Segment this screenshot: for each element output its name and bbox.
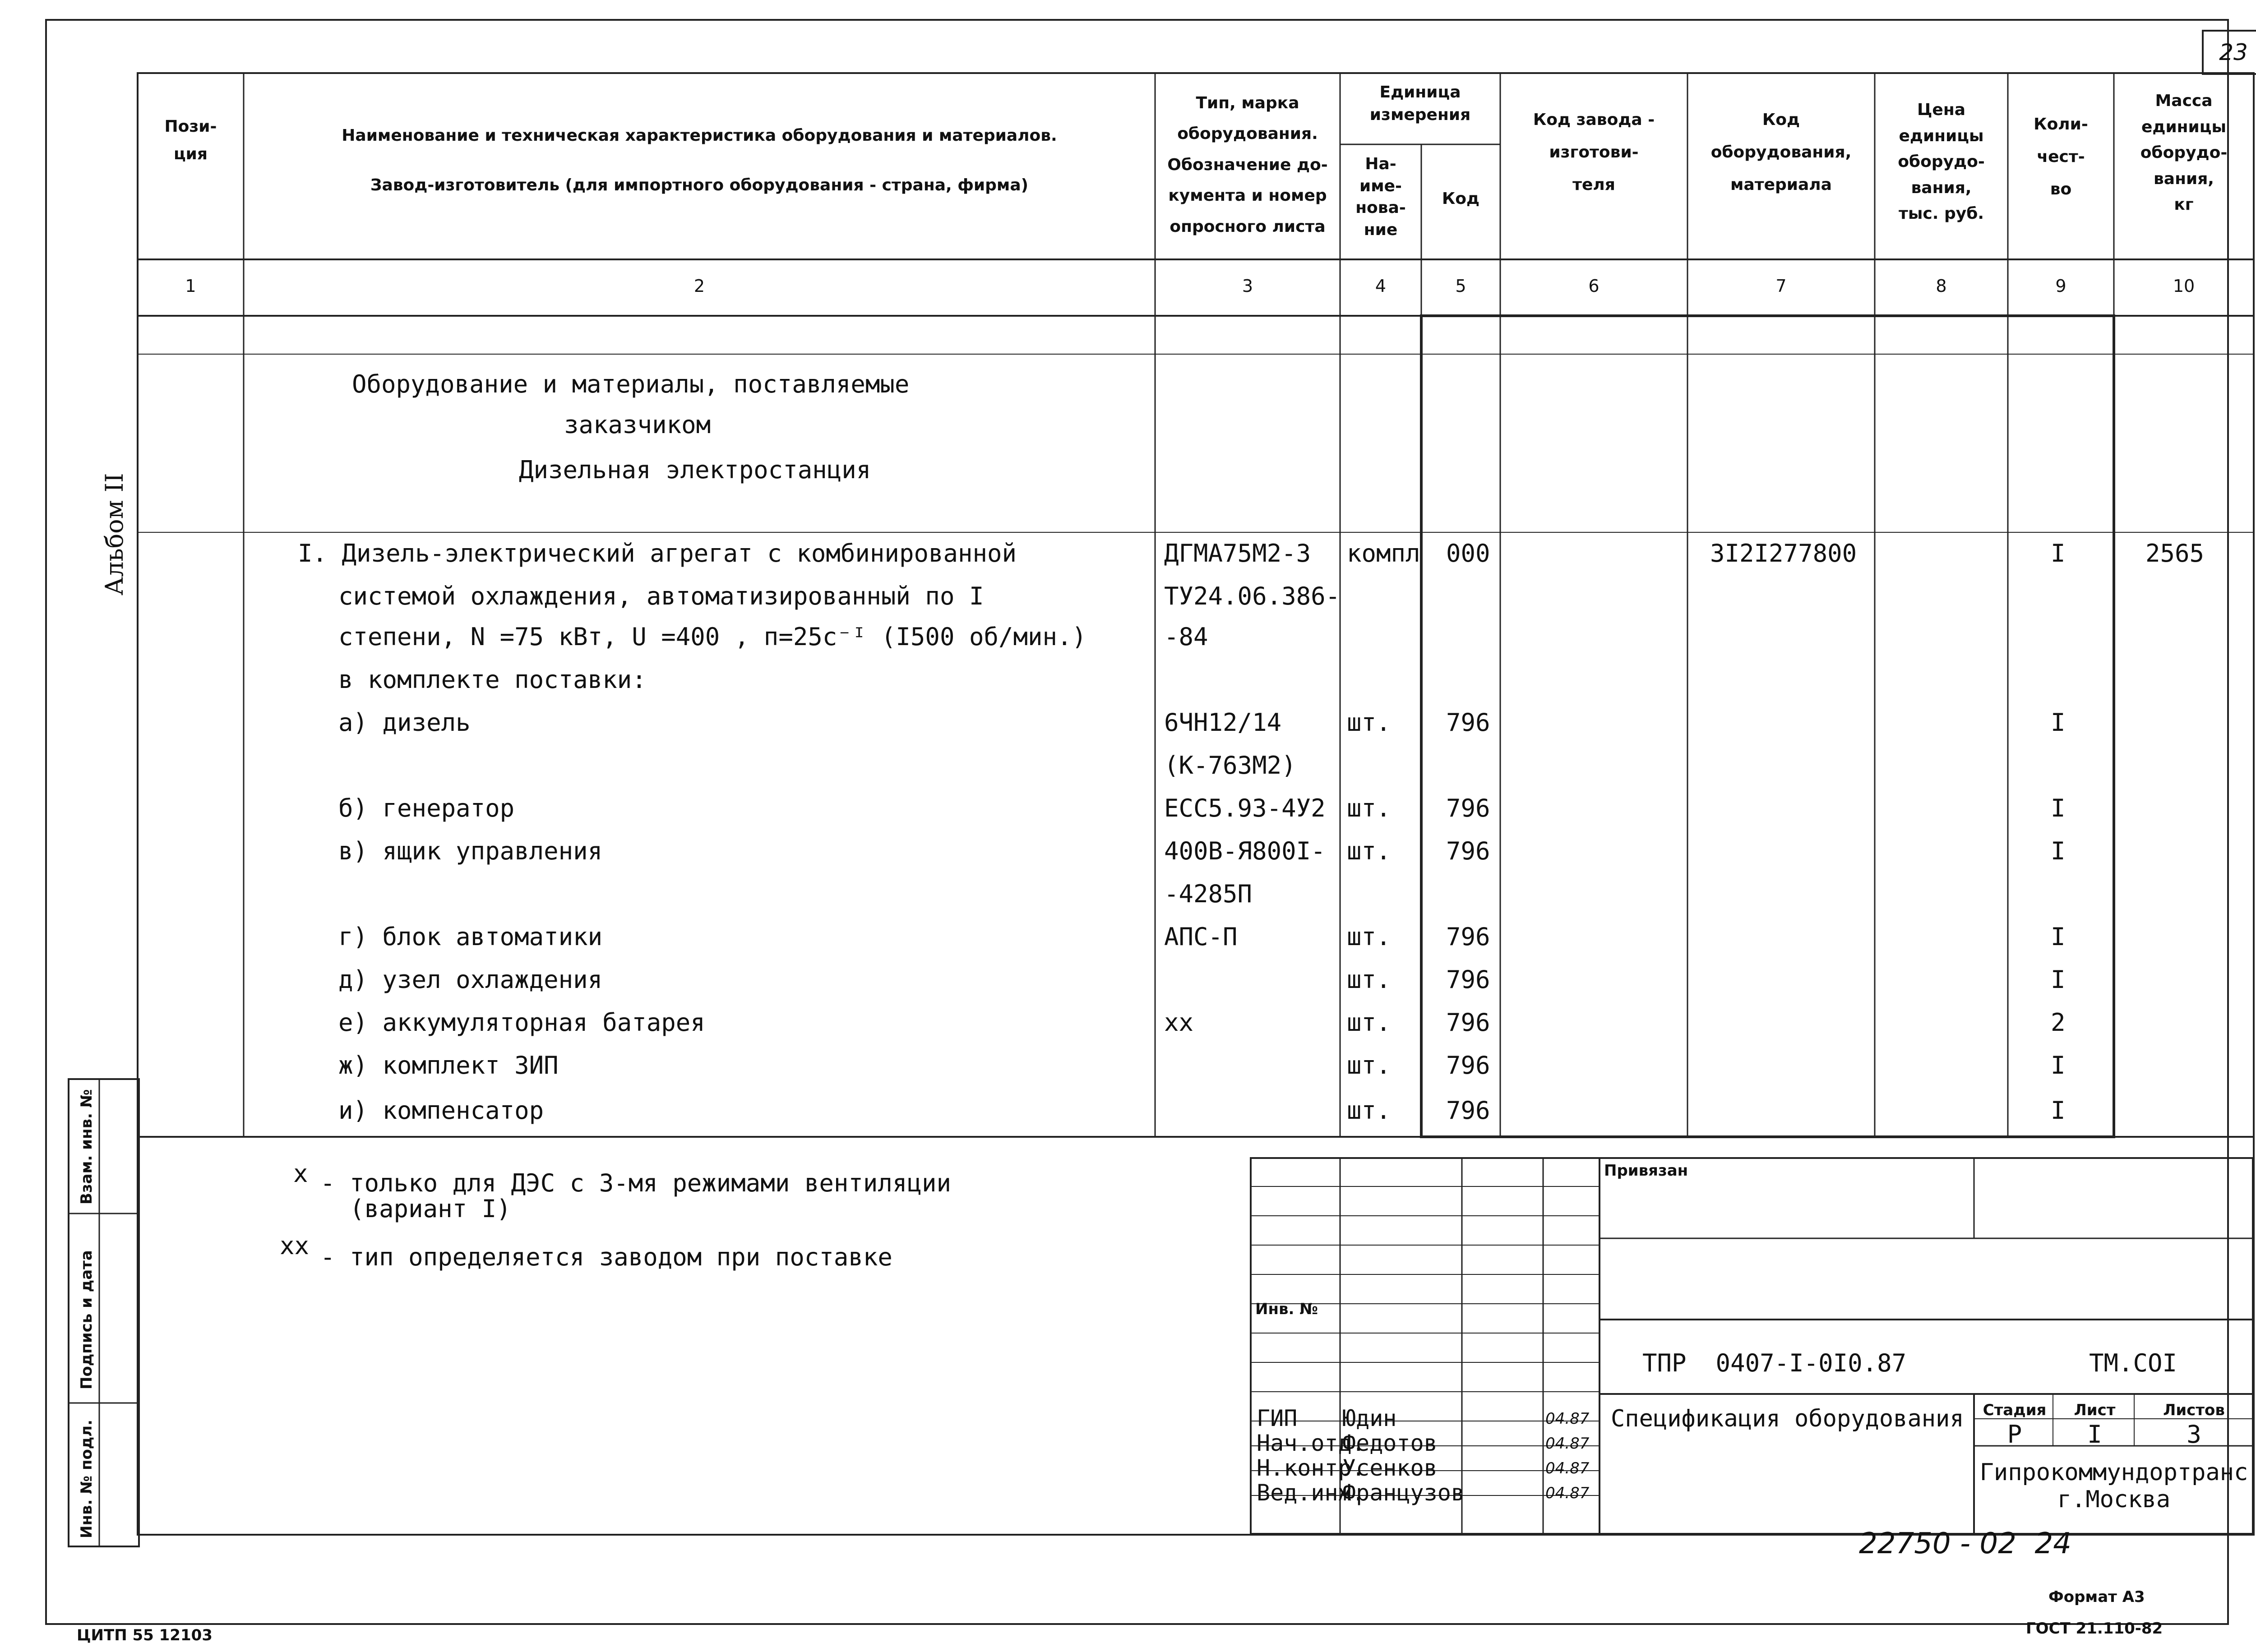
stage-value: Р xyxy=(2007,1420,2022,1449)
row-name: ж) комплект ЗИП xyxy=(338,1051,559,1080)
signature-name: Юдин xyxy=(1342,1405,1397,1431)
col-number: 6 xyxy=(1588,276,1600,296)
row-name: Дизельная электростанция xyxy=(519,456,871,484)
signature-name: Усенков xyxy=(1342,1455,1438,1481)
row-code: 796 xyxy=(1446,1096,1490,1125)
signature-date: 04.87 xyxy=(1545,1410,1590,1428)
side-stamp-signature: Подпись и дата xyxy=(78,1250,96,1389)
row-code: 796 xyxy=(1446,1008,1490,1037)
row-name: а) дизель xyxy=(338,708,471,737)
privyazan-label: Привязан xyxy=(1604,1162,1688,1180)
sheet-number: 23 xyxy=(2202,30,2256,75)
row-type: -84 xyxy=(1164,623,1208,651)
col-number: 1 xyxy=(185,276,196,296)
row-unit: шт. xyxy=(1347,965,1391,994)
side-stamp-inv-orig: Инв. № подл. xyxy=(78,1419,96,1538)
row-mass: 2565 xyxy=(2145,539,2205,568)
row-name: в комплекте поставки: xyxy=(338,665,647,694)
row-type: (К-763М2) xyxy=(1164,751,1296,780)
col-number: 7 xyxy=(1775,276,1787,296)
row-name: степени, N =75 кВт, U =400 , п=25с⁻ᴵ (I500 об/мин.) xyxy=(338,623,1087,651)
row-unit: шт. xyxy=(1347,837,1391,865)
row-type: ЕСС5.93-4У2 xyxy=(1164,794,1326,822)
row-name: в) ящик управления xyxy=(338,837,603,865)
signature-name: Французов xyxy=(1342,1480,1465,1506)
signature-name: Федотов xyxy=(1342,1430,1438,1456)
signature-date: 04.87 xyxy=(1545,1459,1590,1477)
row-code: 796 xyxy=(1446,965,1490,994)
row-type: 6ЧН12/14 xyxy=(1164,708,1282,737)
row-unit: шт. xyxy=(1347,923,1391,951)
handwritten-number: 22750 - 02 24 xyxy=(1859,1527,2071,1560)
row-unit: шт. xyxy=(1347,1008,1391,1037)
format-label: Формат А3 xyxy=(2048,1588,2145,1606)
row-code: 796 xyxy=(1446,923,1490,951)
row-unit: шт. xyxy=(1347,708,1391,737)
sheet-value: I xyxy=(2087,1420,2102,1449)
sheets-label: Листов xyxy=(2163,1401,2225,1419)
row-qty: I xyxy=(2051,708,2066,737)
signature-date: 04.87 xyxy=(1545,1484,1590,1502)
row-unit: компл xyxy=(1347,539,1420,568)
doc-title: Спецификация оборудования xyxy=(1611,1405,1964,1432)
row-qty: 2 xyxy=(2051,1008,2066,1037)
row-type: хх xyxy=(1164,1008,1194,1037)
col-number: 10 xyxy=(2173,276,2195,296)
row-code: 796 xyxy=(1446,794,1490,822)
note-text: - тип определяется заводом при поставке xyxy=(320,1243,892,1271)
col-number: 9 xyxy=(2055,276,2066,296)
row-unit: шт. xyxy=(1347,794,1391,822)
signature-role: ГИП xyxy=(1257,1405,1298,1431)
header-name-line2: Завод-изготовитель (для импортного оборудования - страна, фирма) xyxy=(370,176,1029,194)
sheets-value: 3 xyxy=(2187,1420,2201,1449)
row-qty: I xyxy=(2051,923,2066,951)
col-number: 2 xyxy=(693,276,705,296)
doc-mark: ТМ.СОI xyxy=(2089,1349,2177,1377)
row-name: заказчиком xyxy=(564,411,711,439)
row-name: и) компенсатор xyxy=(338,1096,544,1125)
row-name: г) блок автоматики xyxy=(338,923,603,951)
header-name-line1: Наименование и техническая характеристика оборудования и материалов. xyxy=(342,126,1057,145)
row-qty: I xyxy=(2051,1096,2066,1125)
organization: Гипрокоммундортранс г.Москва xyxy=(1979,1459,2248,1513)
row-qty: I xyxy=(2051,837,2066,865)
note-mark: хх xyxy=(280,1232,310,1260)
col-number: 5 xyxy=(1455,276,1466,296)
doc-code: ТПР 0407-I-0I0.87 xyxy=(1642,1349,1907,1377)
row-unit: шт. xyxy=(1347,1096,1391,1125)
standard-label: ГОСТ 21.110-82 xyxy=(2026,1620,2163,1638)
side-stamp-inv-replace: Взам. инв. № xyxy=(78,1089,96,1204)
signature-role: Нач.отд. xyxy=(1257,1430,1365,1456)
row-unit: шт. xyxy=(1347,1051,1391,1080)
note-text: - только для ДЭС с 3-мя режимами вентиляции (вариант I) xyxy=(320,1169,951,1223)
header-position: Пози- ция xyxy=(164,117,217,164)
row-qty: I xyxy=(2051,794,2066,822)
header-plant-code: Код завода - изготови- теля xyxy=(1533,111,1655,194)
row-type: ДГМА75М2-3 xyxy=(1164,539,1311,568)
header-equipment-code: Код оборудования, материала xyxy=(1710,111,1852,194)
row-type: АПС-П xyxy=(1164,923,1238,951)
signature-role: Н.контр. xyxy=(1257,1455,1365,1481)
row-type: ТУ24.06.386- xyxy=(1164,582,1341,610)
header-unit-name: На- име- нова- ние xyxy=(1355,155,1406,239)
row-qty: I xyxy=(2051,965,2066,994)
col-number: 3 xyxy=(1242,276,1253,296)
row-name: б) генератор xyxy=(338,794,515,822)
row-code: 796 xyxy=(1446,708,1490,737)
row-name: I. Дизель-электрический агрегат с комбинированной xyxy=(298,539,1017,568)
row-name: е) аккумуляторная батарея xyxy=(338,1008,705,1037)
row-type: -4285П xyxy=(1164,880,1253,908)
header-unit-code: Код xyxy=(1442,189,1480,208)
row-name: системой охлаждения, автоматизированный по I xyxy=(338,582,984,610)
row-eq-code: 3I2I277800 xyxy=(1710,539,1857,568)
row-qty: I xyxy=(2051,539,2066,568)
signature-date: 04.87 xyxy=(1545,1435,1590,1453)
stage-label: Стадия xyxy=(1983,1401,2047,1419)
note-mark: х xyxy=(293,1159,308,1188)
album-label: Альбом II xyxy=(100,473,129,595)
row-code: 796 xyxy=(1446,837,1490,865)
col-number: 8 xyxy=(1936,276,1947,296)
header-type: Тип, марка оборудования. Обозначение до- кумента и номер опросного листа xyxy=(1167,94,1328,236)
inv-no-label: Инв. № xyxy=(1255,1300,1318,1318)
print-code: ЦИТП 55 12103 xyxy=(77,1626,213,1644)
signature-role: Вед.инж. xyxy=(1257,1480,1365,1506)
col-number: 4 xyxy=(1375,276,1387,296)
header-quantity: Коли- чест- во xyxy=(2034,115,2088,198)
row-name: д) узел охлаждения xyxy=(338,965,603,994)
row-name: Оборудование и материалы, поставляемые xyxy=(352,370,910,398)
header-unit-group: Единица измерения xyxy=(1369,83,1471,125)
header-price: Цена единицы оборудо- вания, тыс. руб. xyxy=(1898,101,1985,223)
row-qty: I xyxy=(2051,1051,2066,1080)
row-code: 000 xyxy=(1446,539,1490,568)
header-mass: Масса единицы оборудо- вания, кг xyxy=(2140,92,2228,214)
row-type: 400В-Я800I- xyxy=(1164,837,1326,865)
sheet-label: Лист xyxy=(2074,1401,2116,1419)
row-code: 796 xyxy=(1446,1051,1490,1080)
